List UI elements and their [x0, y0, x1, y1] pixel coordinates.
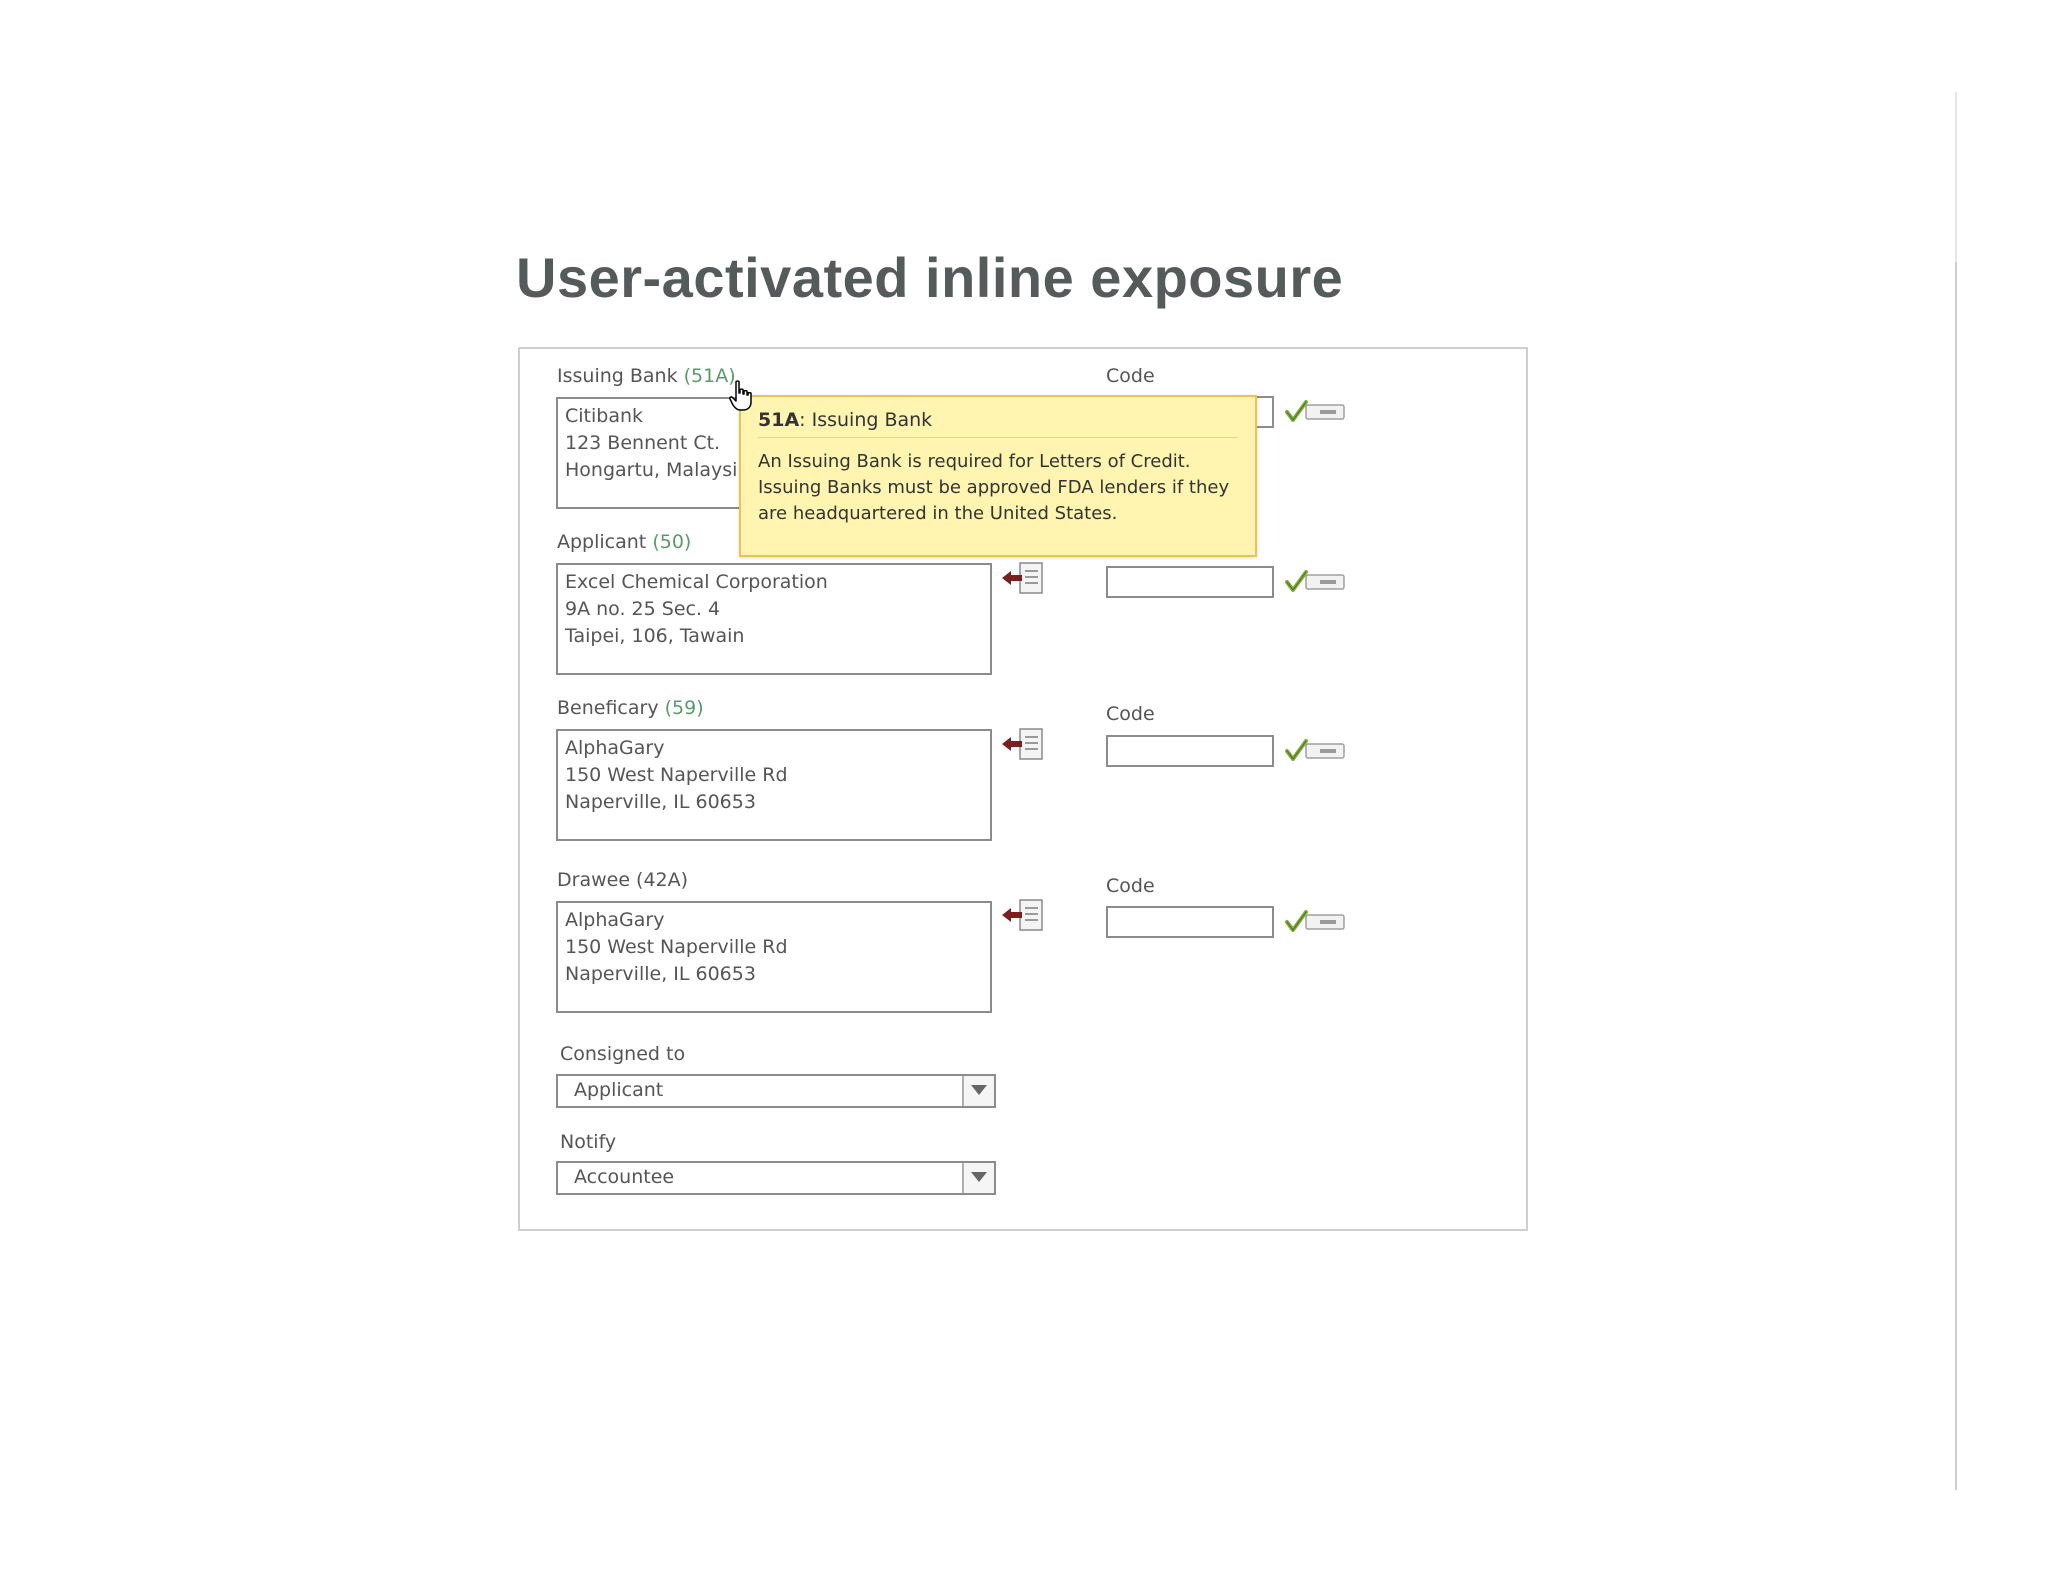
- slide-edge-line-dark: [1955, 262, 1957, 1490]
- issuing-bank-label-text: Issuing Bank: [557, 365, 678, 387]
- applicant-address-field[interactable]: [556, 563, 992, 675]
- page-title: User-activated inline exposure: [516, 246, 1344, 309]
- applicant-code-input[interactable]: [1106, 566, 1274, 598]
- tooltip-title: [758, 409, 932, 431]
- consigned-to-value: Applicant: [574, 1079, 664, 1101]
- address-line: Taipei, 106, Tawain: [565, 625, 745, 647]
- applicant-label-text: Applicant: [557, 531, 647, 553]
- validate-check-icon[interactable]: [1284, 568, 1348, 596]
- address-lookup-icon[interactable]: [1000, 726, 1046, 764]
- drawee-label: Drawee (42A): [557, 869, 689, 891]
- tooltip-divider: [758, 437, 1238, 438]
- address-line: AlphaGary: [565, 909, 665, 931]
- drawee-address-field[interactable]: [556, 901, 992, 1013]
- hand-pointer-icon: [729, 380, 753, 412]
- notify-label: Notify: [560, 1131, 617, 1153]
- validate-check-icon[interactable]: [1284, 398, 1348, 426]
- validate-check-icon[interactable]: [1284, 908, 1348, 936]
- inline-help-tooltip: [739, 395, 1257, 557]
- address-line: 150 West Naperville Rd: [565, 936, 788, 958]
- notify-value: Accountee: [574, 1166, 675, 1188]
- tooltip-title-text: : Issuing Bank: [799, 409, 933, 431]
- address-line: Citibank: [565, 405, 644, 427]
- issuing-bank-code-label: Code: [1106, 365, 1155, 387]
- address-line: 150 West Naperville Rd: [565, 764, 788, 786]
- applicant-label: [557, 531, 691, 553]
- address-line: Excel Chemical Corporation: [565, 571, 828, 593]
- notify-select[interactable]: [556, 1161, 996, 1195]
- beneficiary-label-text: Beneficary: [557, 697, 659, 719]
- address-lookup-icon[interactable]: [1000, 560, 1046, 598]
- tooltip-body: An Issuing Bank is required for Letters of Credit. Issuing Banks must be approved FDA lenders if they are headquartered in the United States.: [758, 451, 1230, 524]
- applicant-code-ref[interactable]: (50): [652, 531, 692, 553]
- address-lookup-icon[interactable]: [1000, 897, 1046, 935]
- beneficiary-address-field[interactable]: [556, 729, 992, 841]
- address-line: Naperville, IL 60653: [565, 791, 756, 813]
- address-line: AlphaGary: [565, 737, 665, 759]
- consigned-to-label: Consigned to: [560, 1043, 686, 1065]
- issuing-bank-code-ref[interactable]: (51A): [683, 365, 736, 387]
- chevron-down-icon[interactable]: [962, 1163, 994, 1193]
- beneficiary-code-ref[interactable]: (59): [664, 697, 704, 719]
- address-line: 9A no. 25 Sec. 4: [565, 598, 721, 620]
- beneficiary-code-label: Code: [1106, 703, 1155, 725]
- beneficiary-code-input[interactable]: [1106, 735, 1274, 767]
- address-line: Hongartu, Malaysi: [565, 459, 738, 481]
- drawee-code-label: Code: [1106, 875, 1155, 897]
- beneficiary-label: [557, 697, 704, 719]
- address-line: 123 Bennent Ct.: [565, 432, 721, 454]
- address-line: Naperville, IL 60653: [565, 963, 756, 985]
- validate-check-icon[interactable]: [1284, 737, 1348, 765]
- consigned-to-select[interactable]: [556, 1074, 996, 1108]
- issuing-bank-label: [557, 365, 736, 387]
- chevron-down-icon[interactable]: [962, 1076, 994, 1106]
- drawee-code-input[interactable]: [1106, 906, 1274, 938]
- tooltip-code: 51A: [758, 409, 800, 431]
